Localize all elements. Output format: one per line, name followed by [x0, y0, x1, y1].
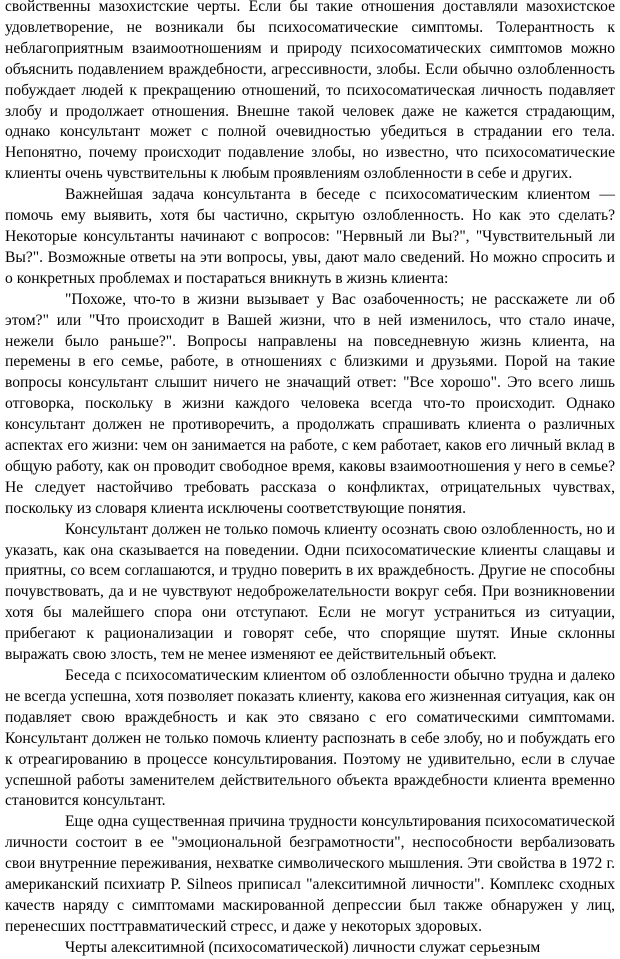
paragraph: Консультант должен не только помочь клиенту осознать свою озлобленность, но и указать, как она сказывается на поведении. Одни психосоматические клиенты слащавы и приятны, со всем соглашаются, и трудно поверить в их враждебность. Другие не способны почувствовать, да и не чувствуют недоброжелательности вокруг себя. При возникновении хотя бы малейшего спора они отступают. Если не могут устраниться из ситуации, прибегают к рационализации и говорят себе, что спорящие шутят. Иные склонны выражать свою злость, тем не менее изменяют ее действительный объект. — [5, 520, 615, 664]
paragraph: Черты алекситимной (психосоматической) личности служат серьезным — [65, 938, 541, 956]
paragraph: Беседа с психосоматическим клиентом об озлобленности обычно трудна и далеко не всегда успешна, хотя позволяет показать клиенту, какова его жизненная ситуация, как он подавляет свою враждебность и как это связано с его соматическими симптомами. Консультант должен не только помочь клиенту распознать в себе злобу, но и побуждать его к отреагированию в процессе консультирования. Поэтому не удивительно, если в случае успешной работы заменителем действительного объекта враждебности клиента временно становится консультант. — [5, 667, 615, 810]
paragraph: Еще одна существенная причина трудности консультирования психосоматической личности состоит в ее "эмоциональной безграмотности", неспособности вербализовать свои внутренние переживания, нехватке символического мышления. Эти свойства в 1972 г. американский психиатр P. Silneos приписал "алекситимной личности". Комплекс сходных качеств наряду с симптомами маскированной депрессии был также обнаружен у лиц, перенесших посттравматический стресс, и даже у некоторых здоровых. — [5, 813, 615, 935]
paragraph: "Похоже, что-то в жизни вызывает у Вас озабоченность; не расскажете ли об этом?" или "Что происходит в Вашей жизни, что в ней изменилось, что стало иначе, нежели было раньше?". Вопросы направлены на повседневную жизнь клиента, на перемены в его семье, работе, в отношениях с близкими и друзьями. Порой на такие вопросы консультант слышит ничего не значащий ответ: "Все хорошо". Это всего лишь отговорка, поскольку в жизни каждого человека всегда что-то происходит. Однако консультант должен не противоречить, а продолжать спрашивать клиента о различных аспектах его жизни: чем он занимается на работе, с кем работает, каков его личный вклад в общую работу, как он проводит свободное время, каковы взаимоотношения у него в семье? Не следует настойчиво требовать рассказа о конфликтах, отрицательных чувствах, поскольку из словаря клиента исключены соответствующие понятия. — [5, 290, 615, 517]
paragraph: Важнейшая задача консультанта в беседе с психосоматическим клиентом — помочь ему выявить, хотя бы частично, скрытую озлобленность. Но как это сделать? Некоторые консультанты начинают с вопросов: "Нервный ли Вы?", "Чувствительный ли Вы?". Возможные ответы на эти вопросы, увы, дают мало сведений. Но можно спросить и о конкретных проблемах и постараться вникнуть в жизнь клиента: — [5, 186, 615, 287]
document-page — [5, 0, 615, 956]
paragraph: свойственны мазохистские черты. Если бы такие отношения доставляли мазохистское удовлетворение, не возникали бы психосоматические симптомы. Толерантность к неблагоприятным взаимоотношениям и природу психосоматических симптомов можно объяснить подавлением враждебности, агрессивности, злобы. Если обычно озлобленность побуждает людей к прекращению отношений, то психосоматическая личность подавляет злобу и продолжает отношения. Внешне такой человек даже не кажется страдающим, однако консультант может с полной очевидностью убедиться в страдании его тела. Непонятно, почему происходит подавление злобы, но известно, что психосоматические клиенты очень чувствительны к любым проявлениям озлобленности в себе и других. — [5, 0, 615, 183]
